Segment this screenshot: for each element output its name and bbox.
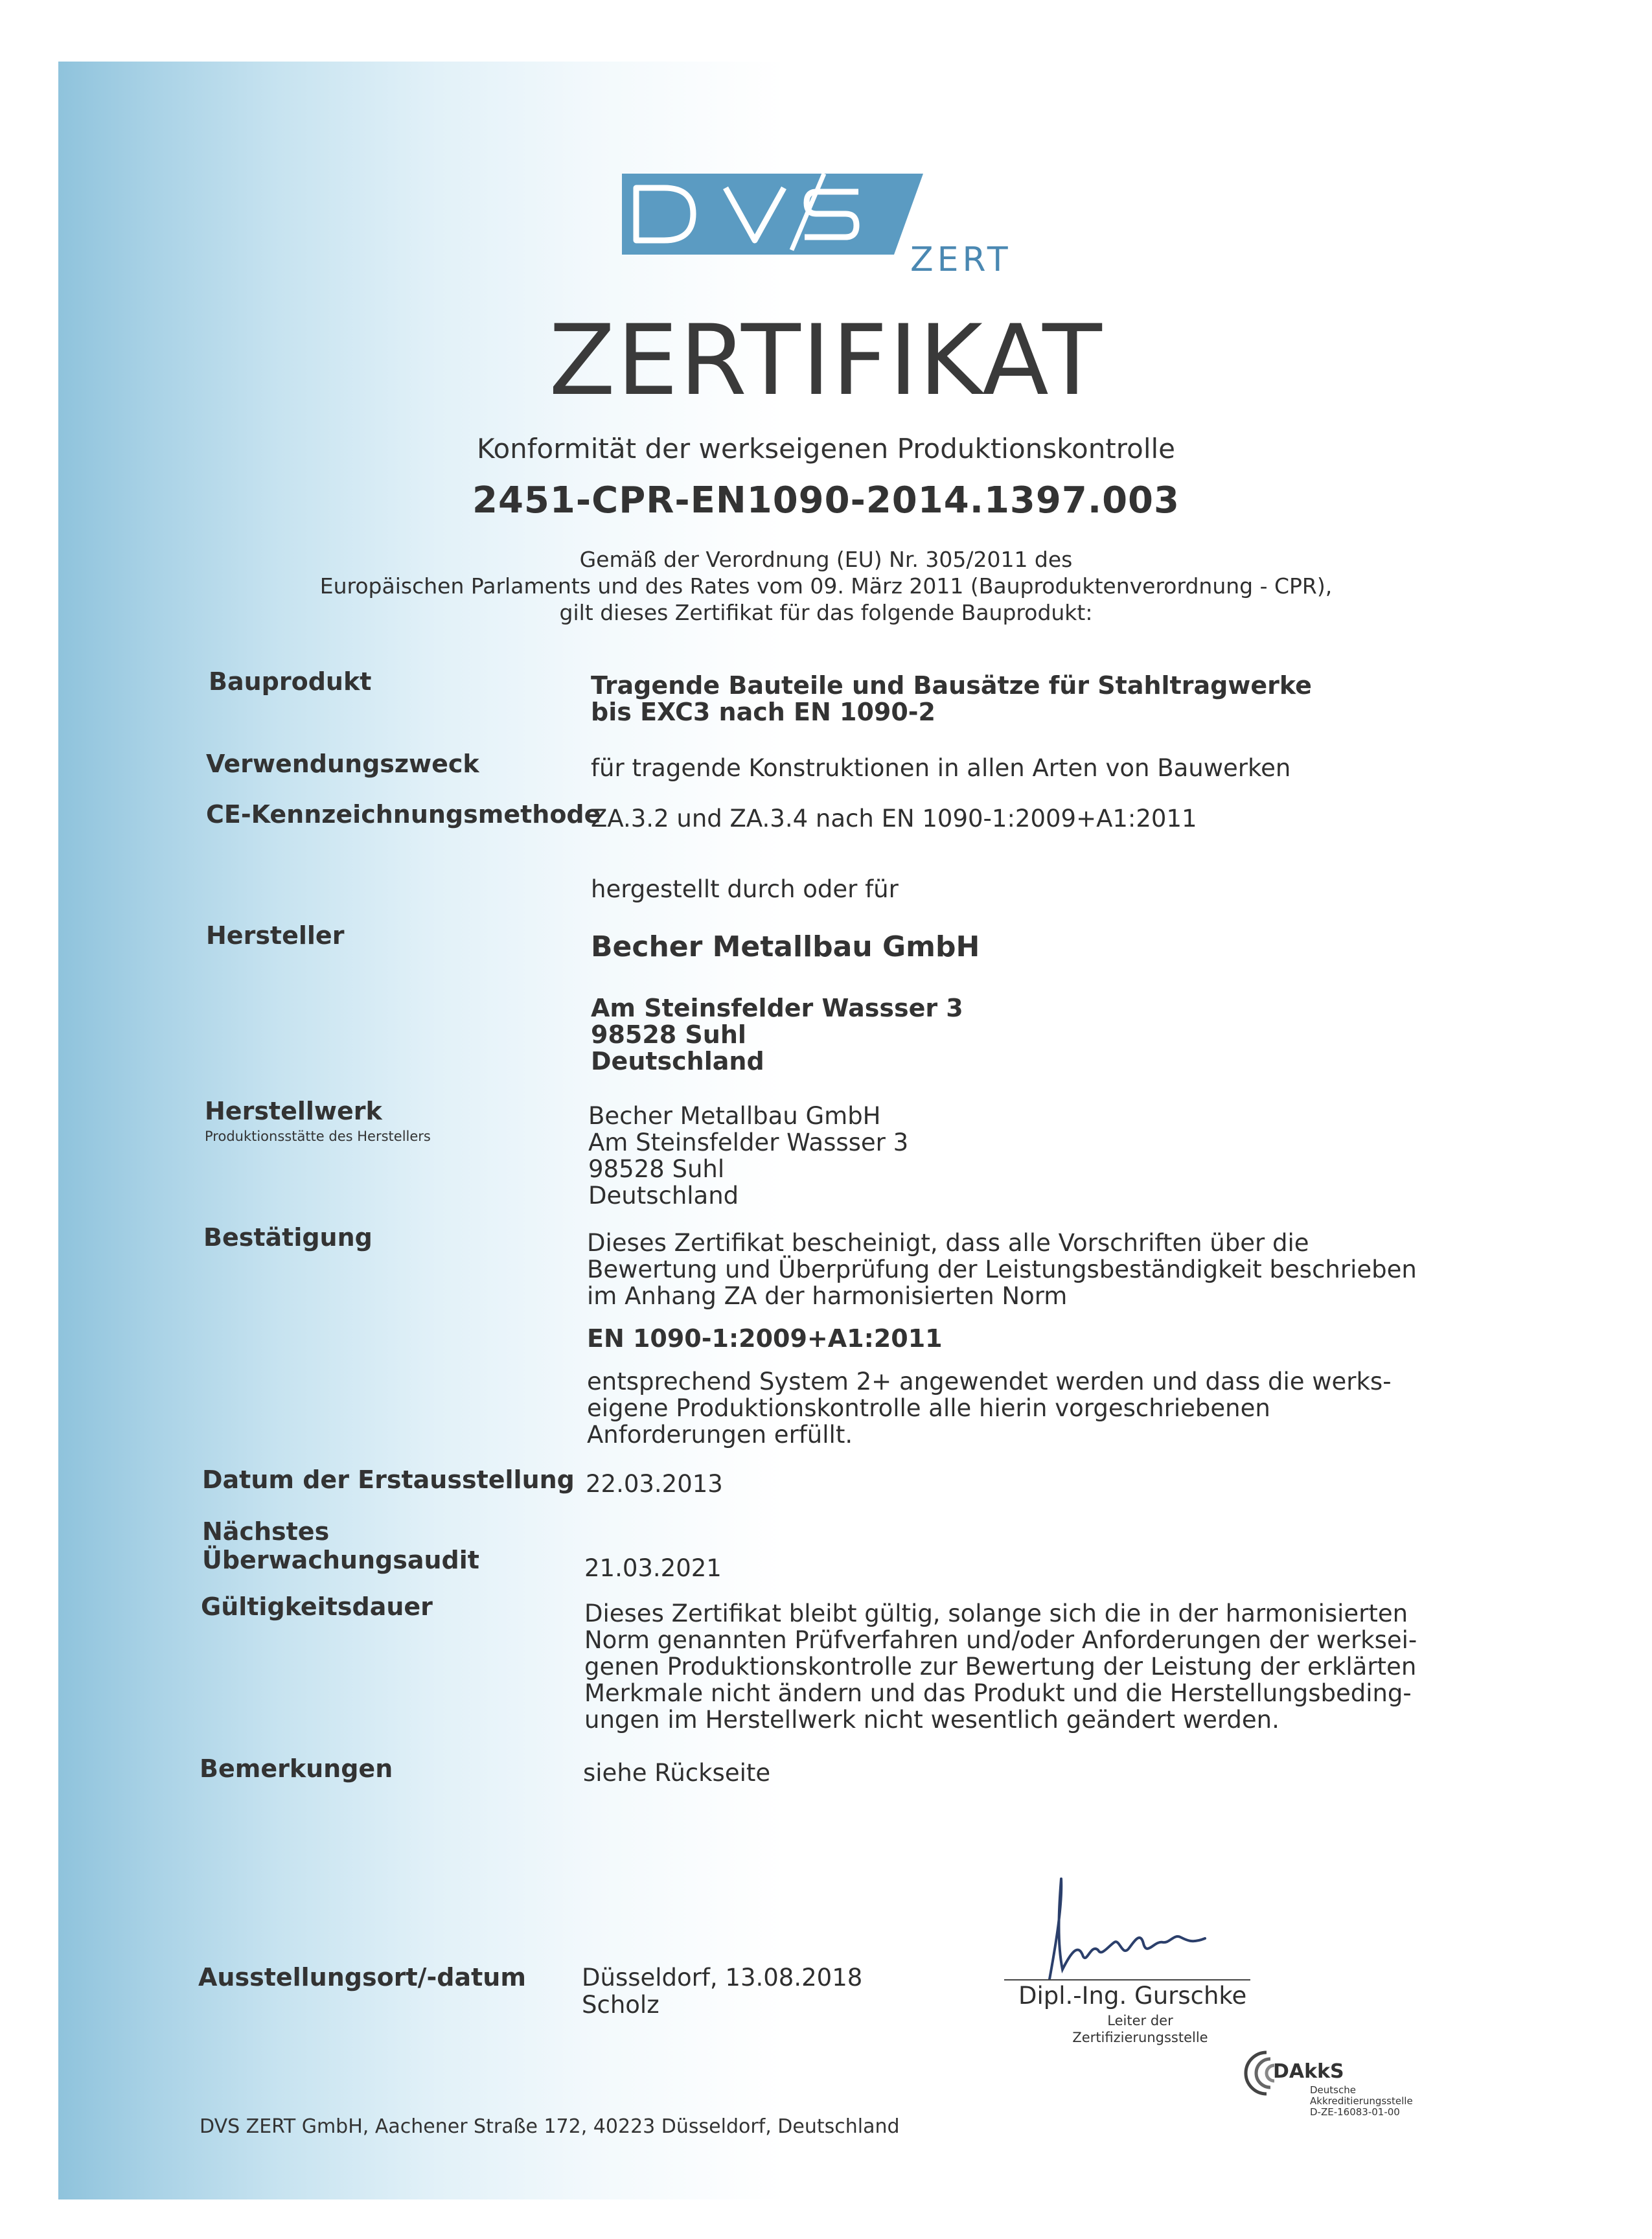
dakks-name: DAkkS [1273,2060,1344,2083]
bestaetigung-line: Dieses Zertifikat bescheinigt, dass alle Vorschriften über die [587,1229,1309,1257]
gueltigkeit-line: Dieses Zertifikat bleibt gültig, solange sich die in der harmonisierten [584,1600,1408,1627]
value-gueltigkeitsdauer [584,1600,1417,1733]
label-herstellwerk: Herstellwerk [205,1097,382,1125]
label-hersteller: Hersteller [206,921,345,950]
label-erstausstellung: Datum der Erstausstellung [202,1465,575,1494]
gueltigkeit-line: ungen im Herstellwerk nicht wesentlich geändert werden. [584,1706,1279,1734]
intro-text [0,546,1652,626]
intro-line: Europäischen Parlaments und des Rates vom 09. März 2011 (Bauproduktenverordnung - CPR), [319,573,1333,599]
gueltigkeit-line: Merkmale nicht ändern und das Produkt und die Herstellungsbeding- [584,1679,1412,1707]
bestaetigung-text-2 [587,1368,1392,1448]
intro-line: gilt dieses Zertifikat für das folgende Bauprodukt: [559,600,1093,625]
value-ce-kennzeichnungsmethode: ZA.3.2 und ZA.3.4 nach EN 1090-1:2009+A1:2011 [591,805,1197,832]
dvs-zert-logo [622,174,1024,274]
dakks-text [1310,2085,1413,2118]
hergestellt-text: hergestellt durch oder für [591,875,899,903]
bestaetigung-line: Bewertung und Überprüfung der Leistungsbeständigkeit beschrieben [587,1256,1417,1283]
address-line: Deutschland [591,1047,764,1075]
address-line: Am Steinsfelder Wassser 3 [591,994,963,1022]
label-bemerkungen: Bemerkungen [200,1754,393,1783]
certificate-number: 2451-CPR-EN1090-2014.1397.003 [472,479,1180,522]
bestaetigung-line: im Anhang ZA der harmonisierten Norm [587,1282,1068,1310]
footer-address: DVS ZERT GmbH, Aachener Straße 172, 40223 Düsseldorf, Deutschland [200,2115,900,2138]
bestaetigung-norm: EN 1090-1:2009+A1:2011 [587,1324,943,1353]
dakks-line: Akkreditierungsstelle [1310,2095,1413,2107]
herstellwerk-line: Deutschland [588,1182,739,1210]
address-line: 98528 Suhl [591,1020,746,1049]
bestaetigung-line: Anforderungen erfüllt. [587,1421,853,1449]
certificate-title: ZERTIFIKAT [549,304,1103,417]
certificate-subtitle: Konformität der werkseigenen Produktionskontrolle [477,433,1175,465]
audit-label-line: Nächstes [202,1517,330,1546]
sublabel-herstellwerk: Produktionsstätte des Herstellers [205,1129,431,1144]
role-line: Leiter der [1107,2013,1173,2028]
bauprodukt-line: bis EXC3 nach EN 1090-2 [591,698,935,726]
role-line: Zertifizierungsstelle [1072,2030,1208,2045]
bestaetigung-line: eigene Produktionskontrolle alle hierin vorgeschriebenen [587,1394,1270,1422]
label-ce-kennzeichnungsmethode: CE-Kennzeichnungsmethode [206,800,601,829]
value-verwendungszweck: für tragende Konstruktionen in allen Arten von Bauwerken [591,754,1291,782]
bestaetigung-text-1 [587,1230,1417,1309]
handwritten-signature [1011,1866,1257,1982]
label-ausstellungsort: Ausstellungsort/-datum [198,1963,526,1992]
signatory-role [1062,2012,1218,2046]
value-herstellwerk [588,1103,908,1209]
label-bauprodukt: Bauprodukt [209,667,372,696]
dakks-line: Deutsche [1310,2084,1356,2096]
value-ueberwachungsaudit: 21.03.2021 [584,1554,722,1582]
label-bestaetigung: Bestätigung [203,1223,373,1252]
svg-text:ZERT: ZERT [910,240,1012,274]
issue-name: Scholz [582,1991,660,2019]
herstellwerk-line: Am Steinsfelder Wassser 3 [588,1129,909,1156]
herstellwerk-line: Becher Metallbau GmbH [588,1102,881,1130]
herstellwerk-line: 98528 Suhl [588,1155,725,1183]
issue-place-date: Düsseldorf, 13.08.2018 [582,1964,863,1992]
value-bemerkungen: siehe Rückseite [583,1759,771,1787]
hersteller-address [591,995,963,1075]
label-verwendungszweck: Verwendungszweck [206,750,479,778]
value-bauprodukt [591,672,1312,726]
intro-line: Gemäß der Verordnung (EU) Nr. 305/2011 des [579,547,1073,572]
signatory-name: Dipl.-Ing. Gurschke [1018,1982,1247,2010]
audit-label-line: Überwachungsaudit [202,1546,479,1574]
bauprodukt-line: Tragende Bauteile und Bausätze für Stahltragwerke [591,671,1312,700]
value-erstausstellung: 22.03.2013 [586,1470,723,1498]
bestaetigung-line: entsprechend System 2+ angewendet werden und dass die werks- [587,1368,1392,1395]
hersteller-name: Becher Metallbau GmbH [591,930,980,963]
label-ueberwachungsaudit [202,1517,479,1574]
label-gueltigkeitsdauer: Gültigkeitsdauer [201,1592,433,1621]
dakks-line: D-ZE-16083-01-00 [1310,2106,1400,2118]
gueltigkeit-line: genen Produktionskontrolle zur Bewertung der Leistung der erklärten [584,1653,1417,1681]
signature-line [1004,1979,1250,1981]
gueltigkeit-line: Norm genannten Prüfverfahren und/oder Anforderungen der werksei- [584,1626,1417,1654]
